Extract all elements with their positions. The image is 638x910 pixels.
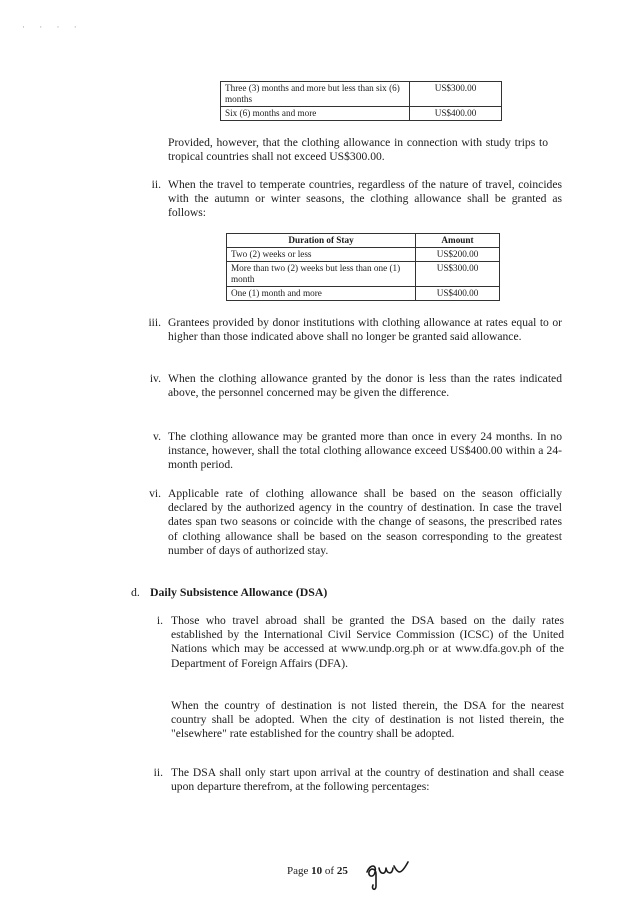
dsa-item-i-followup: When the country of destination is not listed therein, the DSA for the nearest country shall be adopted. When the city of destination is not listed therein, the "elsewhere" rate established for the country shall be adopted. [171, 699, 564, 741]
item-number: i. [156, 614, 163, 627]
handwritten-initials-icon [364, 858, 412, 892]
page-footer [287, 865, 348, 877]
table-row [227, 262, 500, 287]
scan-specks: · · · · [22, 22, 83, 32]
table-cell-duration: Six (6) months and more [221, 107, 410, 121]
item-number: v. [153, 430, 161, 443]
footer-prefix: Page [287, 865, 309, 877]
item-number: ii. [153, 766, 163, 779]
table-cell-amount: US$400.00 [410, 107, 502, 121]
table-cell-amount: US$300.00 [410, 82, 502, 107]
table-header-amount: Amount [416, 234, 500, 248]
footer-page-total: 25 [336, 865, 348, 877]
clothing-item-iv: When the clothing allowance granted by the donor is less than the rates indicated above, the personnel concerned may be given the difference. [168, 372, 562, 400]
table-row [227, 287, 500, 301]
table-cell-duration: More than two (2) weeks but less than one (1) month [227, 262, 416, 287]
clothing-allowance-table-long-stay [220, 81, 502, 121]
table-cell-amount: US$200.00 [416, 248, 500, 262]
provided-paragraph: Provided, however, that the clothing allowance in connection with study trips to tropical countries shall not exceed US$300.00. [168, 136, 548, 164]
footer-page-number: 10 [311, 865, 323, 877]
dsa-item-i: Those who travel abroad shall be granted the DSA based on the daily rates established by the International Civil Service Commission (ICSC) of the United Nations which may be accessed at www.undp.org.ph or at www.dfa.gov.ph of the Department of Foreign Affairs (DFA). [171, 614, 564, 670]
item-number: iii. [148, 316, 161, 329]
table-header-row [227, 234, 500, 248]
table-row [221, 107, 502, 121]
item-number: ii. [151, 178, 161, 191]
clothing-item-ii: When the travel to temperate countries, regardless of the nature of travel, coincides with the autumn or winter seasons, the clothing allowance shall be granted as follows: [168, 178, 562, 220]
section-title: Daily Subsistence Allowance (DSA) [150, 585, 328, 599]
table-cell-duration: Three (3) months and more but less than six (6) months [221, 82, 410, 107]
dsa-item-ii: The DSA shall only start upon arrival at the country of destination and shall cease upon departure therefrom, at the following percentages: [171, 766, 564, 794]
item-number: vi. [149, 487, 161, 500]
table-cell-duration: Two (2) weeks or less [227, 248, 416, 262]
clothing-allowance-table-temperate [226, 233, 500, 301]
table-cell-amount: US$300.00 [416, 262, 500, 287]
table-row [227, 248, 500, 262]
table-cell-amount: US$400.00 [416, 287, 500, 301]
clothing-item-vi: Applicable rate of clothing allowance shall be based on the season officially declared by the authorized agency in the country of destination. In case the travel dates span two seasons or coincide with the change of seasons, the prescribed rates of clothing allowance shall be based on the season corresponding to the greatest number of days of authorized stay. [168, 487, 562, 557]
section-letter: d. [131, 585, 140, 599]
table-cell-duration: One (1) month and more [227, 287, 416, 301]
table-header-duration: Duration of Stay [227, 234, 416, 248]
item-number: iv. [149, 372, 161, 385]
footer-of: of [324, 865, 335, 877]
clothing-item-v: The clothing allowance may be granted more than once in every 24 months. In no instance, however, shall the total clothing allowance exceed US$400.00 within a 24-month period. [168, 430, 562, 472]
clothing-item-iii: Grantees provided by donor institutions with clothing allowance at rates equal to or higher than those indicated above shall no longer be granted said allowance. [168, 316, 562, 344]
table-row [221, 82, 502, 107]
